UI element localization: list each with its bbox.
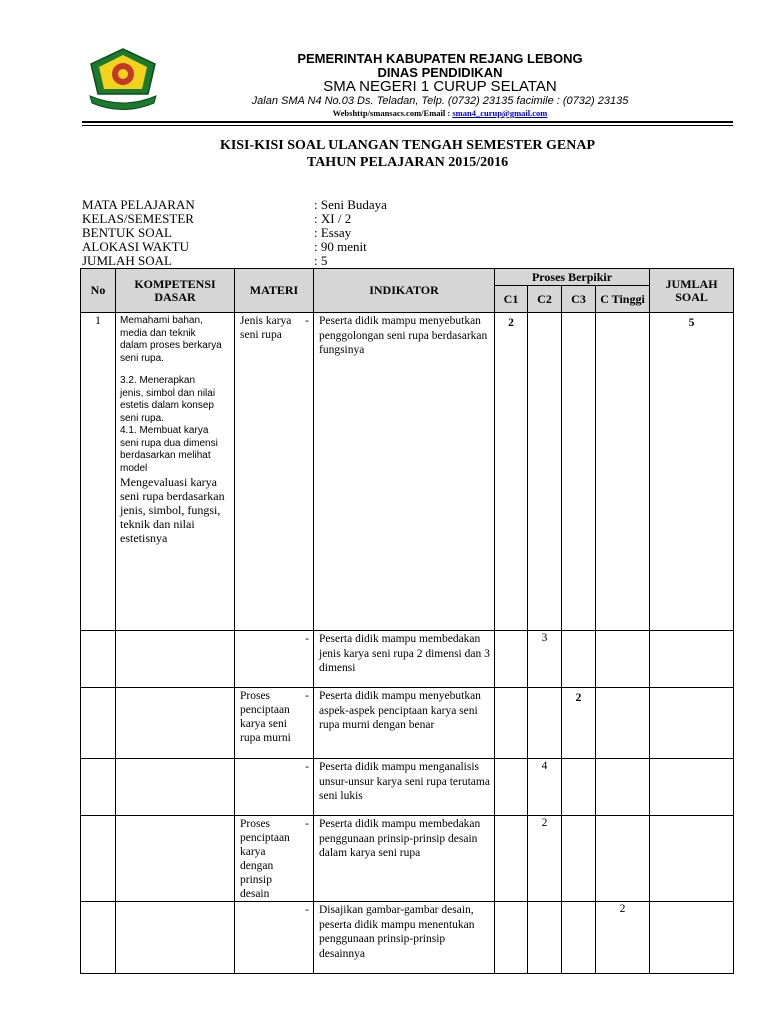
cell-c3: [562, 902, 596, 974]
info-key: MATA PELAJARAN: [82, 197, 195, 212]
cell-no: 1: [81, 313, 116, 631]
cell-materi: [235, 816, 314, 902]
table-row: [81, 631, 734, 688]
email-link[interactable]: sman4_curup@gmail.com: [452, 108, 548, 118]
cell-indikator: Peserta didik mampu menyebutkan aspek-aspek penciptaan karya seni rupa murni dengan benar: [314, 688, 495, 759]
kompetensi-3: 4.1. Membuat karya seni rupa dua dimensi berdasarkan melihat model: [120, 425, 218, 474]
cell-c3: [562, 816, 596, 902]
cell-c2: [528, 902, 562, 974]
kompetensi-1: Memahami bahan, media dan teknik dalam proses berkarya seni rupa.: [120, 315, 222, 364]
info-value: : 90 menit: [314, 239, 367, 254]
header-kompetensi: KOMPETENSI DASAR: [116, 269, 235, 313]
government-logo-icon: [86, 46, 160, 110]
table-row: [81, 313, 734, 631]
website-text: Webshttp/smansacs.com/Email :: [332, 108, 453, 118]
cell-c-tinggi: [596, 631, 650, 688]
cell-c1: 2: [495, 313, 528, 631]
cell-c2: 3: [528, 631, 562, 688]
kompetensi-4: Mengevaluasi karya seni rupa berdasarkan jenis, simbol, fungsi, teknik dan nilai estetisnya: [120, 475, 225, 545]
cell-no: [81, 688, 116, 759]
info-row: [82, 212, 682, 226]
kompetensi-2: 3.2. Menerapkan jenis, simbol dan nilai estetis dalam konsep seni rupa.: [120, 375, 216, 424]
cell-jumlah: [650, 631, 734, 688]
cell-c3: [562, 759, 596, 816]
cell-indikator: Peserta didik mampu menyebutkan penggolongan seni rupa berdasarkan fungsinya: [314, 313, 495, 631]
cell-c3: [562, 631, 596, 688]
header-proses-berpikir: Proses Berpikir: [495, 269, 650, 286]
info-row: [82, 254, 682, 268]
cell-no: [81, 816, 116, 902]
cell-kompetensi: [116, 816, 235, 902]
cell-c-tinggi: [596, 313, 650, 631]
cell-indikator: Peserta didik mampu membedakan penggunaan prinsip-prinsip desain dalam karya seni rupa: [314, 816, 495, 902]
letterhead-school: SMA NEGERI 1 CURUP SELATAN: [323, 78, 557, 95]
cell-jumlah: [650, 902, 734, 974]
info-row: [82, 240, 682, 254]
cell-indikator: Peserta didik mampu menganalisis unsur-unsur karya seni rupa terutama seni lukis: [314, 759, 495, 816]
cell-kompetensi: [116, 902, 235, 974]
cell-indikator: Disajikan gambar-gambar desain, peserta didik mampu menentukan penggunaan prinsip-prinsip desainnya: [314, 902, 495, 974]
materi-dash: -: [305, 818, 309, 830]
cell-c1: [495, 759, 528, 816]
letterhead-contact: [200, 108, 680, 118]
info-key: ALOKASI WAKTU: [82, 239, 190, 254]
cell-no: [81, 631, 116, 688]
cell-jumlah: [650, 688, 734, 759]
header-c-tinggi: C Tinggi: [596, 286, 650, 313]
info-value: : Essay: [314, 225, 352, 240]
letterhead-government: PEMERINTAH KABUPATEN REJANG LEBONG: [297, 51, 583, 66]
subject-info: [82, 198, 682, 270]
header-no: No: [81, 269, 116, 313]
cell-c1: [495, 631, 528, 688]
cell-kompetensi: [116, 631, 235, 688]
cell-c2: [528, 688, 562, 759]
cell-jumlah: [650, 816, 734, 902]
cell-c1: [495, 816, 528, 902]
cell-c-tinggi: 2: [596, 902, 650, 974]
cell-c1: [495, 688, 528, 759]
cell-c2: 4: [528, 759, 562, 816]
cell-kompetensi: [116, 313, 235, 631]
materi-text: Jenis karya seni rupa: [240, 315, 292, 341]
materi-text: Proses penciptaan karya seni rupa murni: [240, 690, 291, 744]
table-row: [81, 816, 734, 902]
cell-jumlah: 5: [650, 313, 734, 631]
cell-materi: [235, 902, 314, 974]
kompetensi-spacer: [120, 365, 231, 375]
info-key: KELAS/SEMESTER: [82, 211, 194, 226]
materi-dash: -: [305, 904, 309, 916]
header-c1: C1: [495, 286, 528, 313]
info-value: : XI / 2: [314, 211, 352, 226]
cell-c-tinggi: [596, 688, 650, 759]
cell-c-tinggi: [596, 759, 650, 816]
letterhead-rule-thin: [82, 125, 733, 126]
cell-c2: [528, 313, 562, 631]
cell-no: [81, 759, 116, 816]
header-c2: C2: [528, 286, 562, 313]
cell-kompetensi: [116, 688, 235, 759]
cell-materi: [235, 631, 314, 688]
materi-text: Proses penciptaan karya dengan prinsip desain: [240, 818, 290, 900]
materi-dash: -: [305, 315, 309, 327]
header-c3: C3: [562, 286, 596, 313]
info-key: BENTUK SOAL: [82, 225, 172, 240]
table-row: [81, 688, 734, 759]
document-title: KISI-KISI SOAL ULANGAN TENGAH SEMESTER GENAP: [219, 138, 596, 153]
materi-dash: -: [305, 633, 309, 645]
document-subtitle: TAHUN PELAJARAN 2015/2016: [306, 155, 509, 170]
info-row: [82, 226, 682, 240]
cell-indikator: Peserta didik mampu membedakan jenis karya seni rupa 2 dimensi dan 3 dimensi: [314, 631, 495, 688]
cell-materi: [235, 688, 314, 759]
table-row: [81, 759, 734, 816]
header-indikator: INDIKATOR: [314, 269, 495, 313]
cell-kompetensi: [116, 759, 235, 816]
cell-c1: [495, 902, 528, 974]
letterhead-department: DINAS PENDIDIKAN: [377, 65, 503, 80]
letterhead-address: Jalan SMA N4 No.03 Ds. Teladan, Telp. (0732) 23135 facimile : (0732) 23135: [251, 95, 629, 107]
cell-c3: [562, 313, 596, 631]
table-row: [81, 902, 734, 974]
header-row: [81, 269, 734, 286]
cell-c2: 2: [528, 816, 562, 902]
cell-materi: [235, 313, 314, 631]
cell-c-tinggi: [596, 816, 650, 902]
kisi-kisi-table: [80, 268, 734, 974]
cell-c3: 2: [562, 688, 596, 759]
info-value: : Seni Budaya: [314, 197, 387, 212]
info-row: [82, 198, 682, 212]
materi-dash: -: [305, 761, 309, 773]
info-key: JUMLAH SOAL: [82, 253, 172, 268]
letterhead-rule-thick: [82, 121, 733, 123]
header-materi: MATERI: [235, 269, 314, 313]
cell-jumlah: [650, 759, 734, 816]
cell-materi: [235, 759, 314, 816]
cell-no: [81, 902, 116, 974]
materi-dash: -: [305, 690, 309, 702]
header-jumlah-soal: JUMLAH SOAL: [650, 269, 734, 313]
info-value: : 5: [314, 253, 328, 268]
